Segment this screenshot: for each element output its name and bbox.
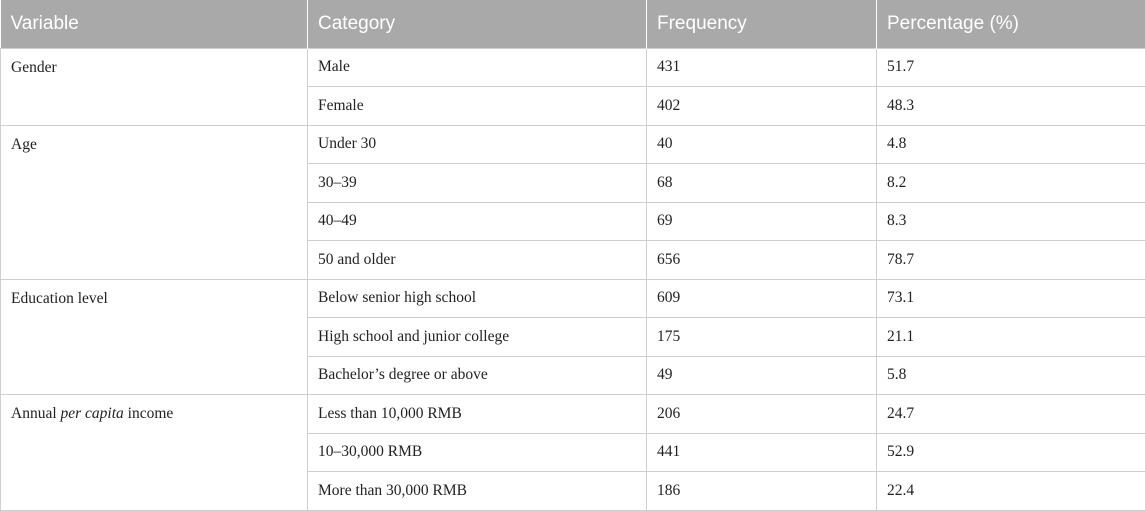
- variable-income-prefix: Annual: [11, 405, 61, 422]
- header-percentage: Percentage (%): [877, 0, 1145, 48]
- table-row: [1, 48, 1145, 87]
- frequency-cell: 186: [647, 472, 877, 511]
- percentage-cell: 4.8: [877, 125, 1145, 164]
- table-row: [1, 279, 1145, 318]
- frequency-cell: 609: [647, 279, 877, 318]
- variable-cell-gender: Gender: [1, 48, 308, 125]
- category-cell: Under 30: [308, 125, 647, 164]
- variable-cell-income: [1, 395, 308, 511]
- percentage-cell: 8.3: [877, 202, 1145, 241]
- percentage-cell: 8.2: [877, 164, 1145, 203]
- frequency-cell: 656: [647, 241, 877, 280]
- variable-income-suffix: income: [124, 405, 174, 422]
- percentage-cell: 78.7: [877, 241, 1145, 280]
- table-header-row: [1, 0, 1145, 48]
- frequency-cell: 206: [647, 395, 877, 434]
- percentage-cell: 73.1: [877, 279, 1145, 318]
- category-cell: Female: [308, 87, 647, 126]
- category-cell: Bachelor’s degree or above: [308, 356, 647, 395]
- header-frequency: Frequency: [647, 0, 877, 48]
- frequency-cell: 69: [647, 202, 877, 241]
- frequency-cell: 402: [647, 87, 877, 126]
- percentage-cell: 51.7: [877, 48, 1145, 87]
- category-cell: 40–49: [308, 202, 647, 241]
- frequency-cell: 40: [647, 125, 877, 164]
- percentage-cell: 24.7: [877, 395, 1145, 434]
- percentage-cell: 52.9: [877, 433, 1145, 472]
- category-cell: Male: [308, 48, 647, 87]
- header-variable: Variable: [1, 0, 308, 48]
- category-cell: More than 30,000 RMB: [308, 472, 647, 511]
- variable-income-italic: per capita: [61, 405, 124, 422]
- table-row: [1, 395, 1145, 434]
- percentage-cell: 21.1: [877, 318, 1145, 357]
- category-cell: 30–39: [308, 164, 647, 203]
- category-cell: 10–30,000 RMB: [308, 433, 647, 472]
- percentage-cell: 22.4: [877, 472, 1145, 511]
- frequency-cell: 68: [647, 164, 877, 203]
- frequency-cell: 441: [647, 433, 877, 472]
- frequency-cell: 175: [647, 318, 877, 357]
- variable-cell-education: Education level: [1, 279, 308, 395]
- header-category: Category: [308, 0, 647, 48]
- frequency-cell: 49: [647, 356, 877, 395]
- category-cell: Less than 10,000 RMB: [308, 395, 647, 434]
- category-cell: Below senior high school: [308, 279, 647, 318]
- category-cell: High school and junior college: [308, 318, 647, 357]
- percentage-cell: 48.3: [877, 87, 1145, 126]
- percentage-cell: 5.8: [877, 356, 1145, 395]
- table-row: [1, 125, 1145, 164]
- variable-cell-age: Age: [1, 125, 308, 279]
- category-cell: 50 and older: [308, 241, 647, 280]
- frequency-cell: 431: [647, 48, 877, 87]
